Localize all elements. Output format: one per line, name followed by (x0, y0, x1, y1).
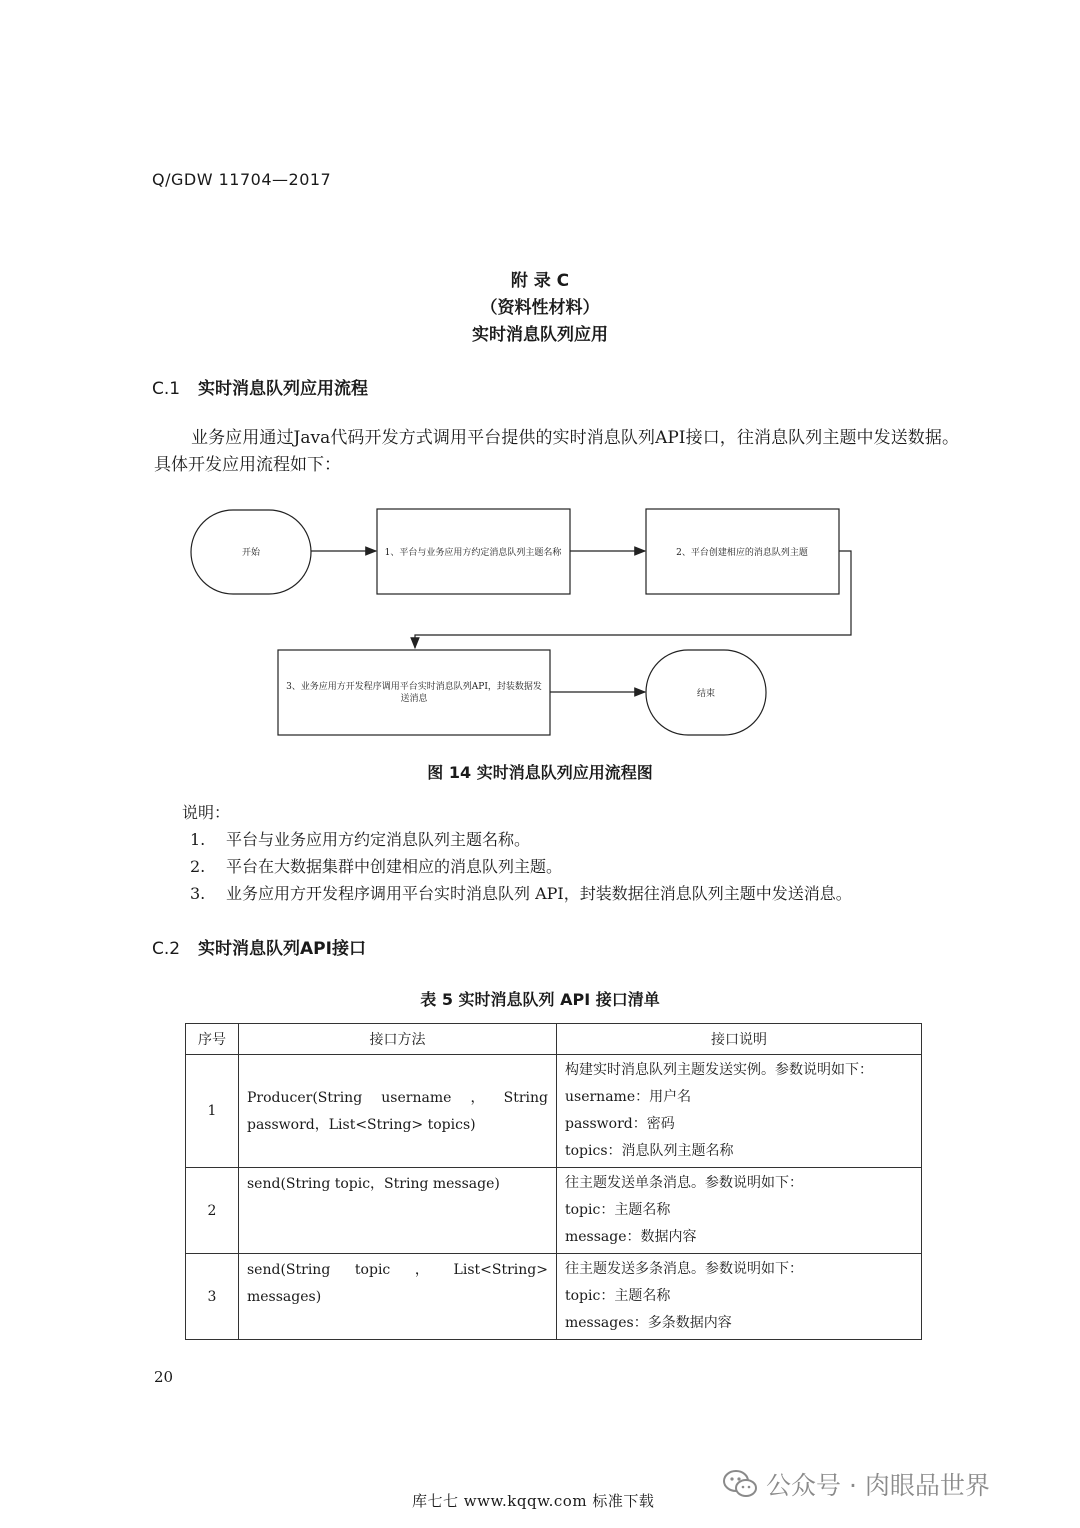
desc-line: password：密码 (565, 1116, 675, 1132)
method-line (247, 1257, 548, 1284)
method-token: topic (354, 1262, 391, 1278)
document-code: Q/GDW 11704—2017 (152, 170, 332, 189)
note-number: 3. (190, 884, 206, 903)
note-text: 平台在大数据集群中创建相应的消息队列主题。 (226, 857, 563, 876)
method-token: ， (470, 1090, 485, 1106)
note-item (190, 854, 562, 877)
note-text: 平台与业务应用方约定消息队列主题名称。 (226, 830, 531, 849)
desc-line: topic：主题名称 (565, 1288, 671, 1304)
table-header-row (186, 1024, 922, 1055)
note-text: 业务应用方开发程序调用平台实时消息队列 API，封装数据往消息队列主题中发送消息。 (226, 884, 852, 903)
flowchart (180, 500, 870, 750)
section-c1-title: 实时消息队列应用流程 (198, 379, 368, 399)
note-item (190, 881, 852, 904)
method-token: send(String (247, 1262, 331, 1278)
desc-line: message：数据内容 (565, 1229, 697, 1245)
flow-step3-label-line1: 3、业务应用方开发程序调用平台实时消息队列API，封装数据发 (286, 682, 542, 692)
method-line: send(String topic，String message) (247, 1176, 500, 1192)
header-description: 接口说明 (557, 1024, 922, 1055)
flow-step3-box (278, 650, 550, 735)
appendix-name: 实时消息队列应用 (472, 325, 608, 345)
table-row (186, 1168, 922, 1254)
flow-arrow-3 (415, 551, 851, 648)
flow-step3-label-line2: 送消息 (400, 694, 428, 704)
watermark-text: 公众号 · 肉眼品世界 (766, 1471, 990, 1500)
row-index: 3 (186, 1254, 239, 1340)
notes-title: 说明： (182, 803, 231, 822)
footer-text: 库七七 www.kqqw.com 标准下载 (412, 1492, 655, 1510)
section-c2-number: C.2 (152, 939, 181, 959)
section-c1-number: C.1 (152, 379, 181, 399)
api-table (185, 1023, 922, 1340)
header-method: 接口方法 (239, 1024, 557, 1055)
method-line: messages) (247, 1289, 322, 1305)
figure-caption: 图 14 实时消息队列应用流程图 (427, 763, 653, 782)
desc-line: 往主题发送单条消息。参数说明如下： (565, 1175, 803, 1191)
method-token: ， (414, 1262, 429, 1278)
table-row (186, 1254, 922, 1340)
method-token: List<String> (453, 1262, 548, 1278)
flow-step1-label: 1、平台与业务应用方约定消息队列主题名称 (384, 548, 562, 558)
method-token: username (381, 1090, 452, 1106)
desc-line: messages：多条数据内容 (565, 1315, 732, 1331)
method-line (247, 1085, 548, 1112)
wechat-icon (722, 1469, 758, 1499)
row-method (239, 1055, 557, 1168)
note-item (190, 827, 530, 850)
desc-line: 构建实时消息队列主题发送实例。参数说明如下： (565, 1062, 873, 1078)
table-caption: 表 5 实时消息队列 API 接口清单 (420, 990, 660, 1009)
method-line: password，List<String> topics) (247, 1117, 476, 1133)
section-c2-heading (152, 934, 366, 959)
desc-line: username：用户名 (565, 1089, 692, 1105)
appendix-title: 附 录 C (510, 271, 570, 291)
flow-end-label: 结束 (696, 689, 716, 699)
header-index: 序号 (186, 1024, 239, 1055)
method-token: Producer(String (247, 1090, 363, 1106)
page-number: 20 (154, 1368, 174, 1386)
flow-step2-label: 2、平台创建相应的消息队列主题 (676, 548, 808, 558)
row-method (239, 1168, 557, 1254)
appendix-nature: （资料性材料） (480, 298, 600, 318)
method-token: String (503, 1090, 548, 1106)
desc-line: topic：主题名称 (565, 1202, 671, 1218)
flow-start-label: 开始 (241, 548, 261, 558)
desc-line: 往主题发送多条消息。参数说明如下： (565, 1261, 803, 1277)
desc-line: topics：消息队列主题名称 (565, 1143, 734, 1159)
watermark (722, 1466, 990, 1502)
note-number: 2. (190, 857, 206, 876)
row-description (557, 1055, 922, 1168)
row-description (557, 1254, 922, 1340)
note-number: 1. (190, 830, 206, 849)
table-row (186, 1055, 922, 1168)
row-index: 1 (186, 1055, 239, 1168)
row-description (557, 1168, 922, 1254)
section-c2-title: 实时消息队列API接口 (198, 939, 366, 959)
section-c1-heading (152, 374, 368, 399)
row-index: 2 (186, 1168, 239, 1254)
section-c1-paragraph: 业务应用通过Java代码开发方式调用平台提供的实时消息队列API接口，往消息队列主题中发送数据。具体开发应用流程如下： (154, 428, 959, 475)
row-method (239, 1254, 557, 1340)
